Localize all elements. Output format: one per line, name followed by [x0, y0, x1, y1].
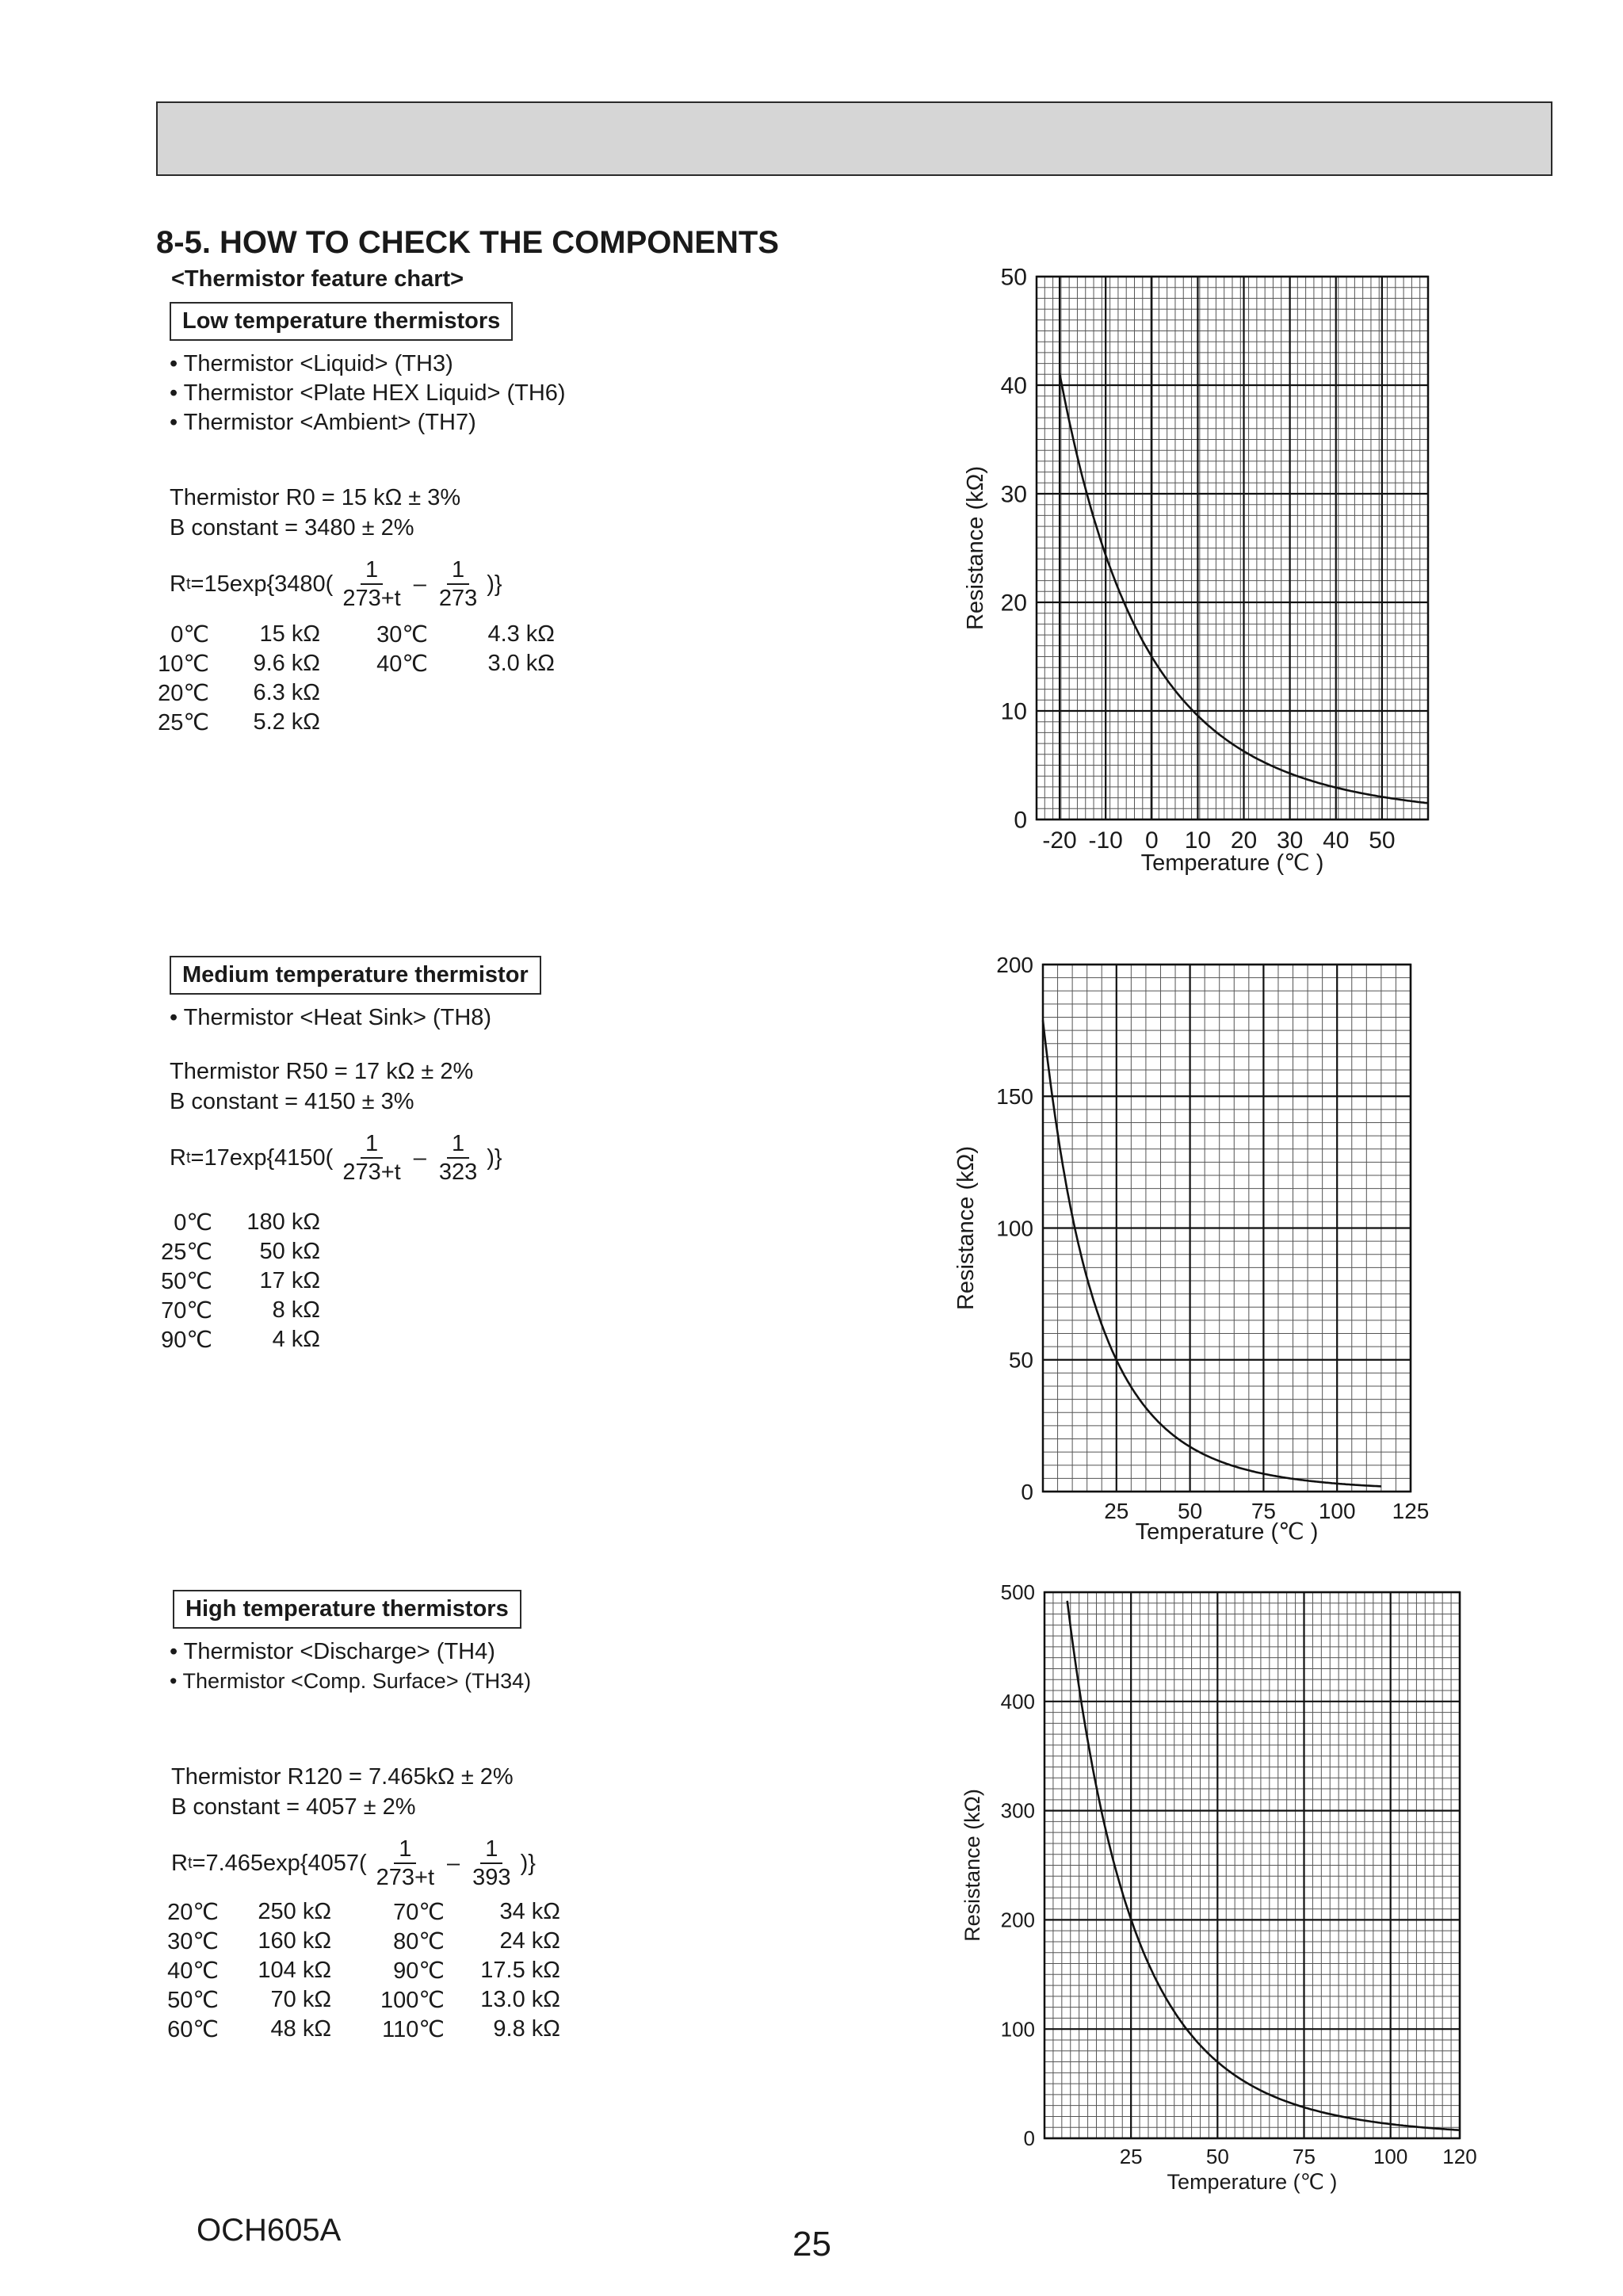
temperature-cell: 70℃: [393, 1900, 445, 1925]
fraction-numerator: 1: [361, 1130, 383, 1159]
formula-lhs: R: [171, 1850, 188, 1876]
x-tick-label: 120: [1442, 2145, 1477, 2168]
y-tick-label: 30: [1000, 481, 1027, 508]
fraction-numerator: 1: [447, 556, 469, 585]
resistance-cell: 5.2 kΩ: [253, 709, 320, 735]
x-tick-label: 25: [1104, 1499, 1129, 1523]
x-tick-label: 75: [1293, 2145, 1316, 2168]
y-axis-label: Resistance (kΩ): [953, 1145, 979, 1311]
formula-suffix: )}: [487, 1144, 502, 1171]
temperature-cell: 10℃: [158, 651, 209, 677]
formula-minus: –: [413, 571, 426, 597]
temperature-cell: 50℃: [161, 1269, 212, 1294]
resistance-cell: 8 kΩ: [272, 1297, 320, 1323]
y-tick-label: 0: [1014, 807, 1027, 834]
fraction-denominator: 323: [438, 1159, 478, 1185]
resistance-cell: 17.5 kΩ: [480, 1958, 560, 1983]
x-tick-label: 75: [1251, 1499, 1276, 1523]
resistance-cell: 4 kΩ: [272, 1327, 320, 1352]
formula-subscript: t: [185, 1148, 191, 1167]
fraction-denominator: 273+t: [342, 1159, 401, 1185]
fraction-denominator: 393: [472, 1865, 511, 1890]
y-tick-label: 100: [1000, 2017, 1035, 2042]
resistance-cell: 9.6 kΩ: [253, 651, 320, 676]
high-temp-chart: [960, 1580, 1477, 2194]
medium-b-constant: B constant = 4150 ± 3%: [170, 1089, 414, 1114]
temperature-cell: 90℃: [393, 1958, 445, 1984]
resistance-cell: 17 kΩ: [259, 1268, 320, 1293]
list-item: • Thermistor <Ambient> (TH7): [170, 410, 476, 435]
formula-lhs: R: [170, 571, 186, 597]
temperature-cell: 25℃: [161, 1240, 212, 1265]
x-tick-label: 25: [1119, 2145, 1143, 2168]
section-title: 8-5. HOW TO CHECK THE COMPONENTS: [156, 225, 779, 260]
temperature-cell: 80℃: [393, 1929, 445, 1954]
resistance-cell: 3.0 kΩ: [487, 651, 555, 676]
x-tick-label: 100: [1373, 2145, 1408, 2168]
resistance-cell: 15 kΩ: [259, 621, 320, 647]
y-tick-label: 0: [1021, 1479, 1033, 1504]
y-tick-label: 50: [1000, 264, 1027, 291]
y-tick-label: 200: [996, 952, 1033, 977]
temperature-cell: 20℃: [158, 681, 209, 706]
formula-prefix: =7.465exp{4057(: [192, 1850, 367, 1876]
list-item: • Thermistor <Discharge> (TH4): [170, 1639, 495, 1664]
high-r-value: Thermistor R120 = 7.465kΩ ± 2%: [171, 1764, 514, 1790]
fraction-denominator: 273: [438, 586, 478, 611]
medium-temp-chart: [953, 953, 1429, 1545]
temperature-cell: 20℃: [167, 1900, 219, 1925]
formula-prefix: =15exp{3480(: [190, 571, 334, 597]
x-axis-label: Temperature (℃ ): [1135, 1519, 1319, 1545]
x-tick-label: 50: [1205, 2145, 1229, 2168]
low-temp-chart: [963, 265, 1428, 877]
y-tick-label: 10: [1000, 698, 1027, 725]
low-temp-box-label: Low temperature thermistors: [170, 302, 513, 341]
temperature-cell: 40℃: [376, 651, 428, 677]
y-tick-label: 300: [1000, 1798, 1035, 1823]
temperature-cell: 60℃: [167, 2017, 219, 2042]
medium-r-value: Thermistor R50 = 17 kΩ ± 2%: [170, 1059, 474, 1084]
y-tick-label: 100: [996, 1216, 1033, 1241]
fraction-numerator: 1: [394, 1836, 416, 1864]
list-item: • Thermistor <Liquid> (TH3): [170, 351, 453, 376]
x-axis-label: Temperature (℃ ): [1140, 850, 1324, 876]
temperature-cell: 100℃: [380, 1988, 445, 2013]
x-tick-label: 20: [1230, 827, 1258, 854]
x-axis-label: Temperature (℃ ): [1167, 2170, 1338, 2194]
temperature-cell: 110℃: [382, 2017, 445, 2042]
fraction-denominator: 273+t: [376, 1865, 435, 1890]
y-tick-label: 500: [1000, 1580, 1035, 1605]
temperature-cell: 50℃: [167, 1988, 219, 2013]
x-tick-label: -20: [1042, 827, 1077, 854]
temperature-cell: 0℃: [170, 622, 209, 648]
low-b-constant: B constant = 3480 ± 2%: [170, 515, 414, 541]
temperature-cell: 25℃: [158, 710, 209, 735]
temperature-cell: 90℃: [161, 1328, 212, 1353]
list-item: • Thermistor <Plate HEX Liquid> (TH6): [170, 380, 566, 406]
y-axis-label: Resistance (kΩ): [963, 465, 988, 631]
formula-subscript: t: [185, 575, 191, 593]
list-item: • Thermistor <Heat Sink> (TH8): [170, 1005, 492, 1030]
x-tick-label: 0: [1144, 827, 1159, 854]
x-tick-label: -10: [1088, 827, 1123, 854]
footer-model-number: OCH605A: [197, 2213, 342, 2248]
formula-suffix: )}: [487, 571, 502, 597]
y-tick-label: 400: [1000, 1689, 1035, 1713]
x-tick-label: 10: [1184, 827, 1212, 854]
formula-suffix: )}: [520, 1850, 536, 1876]
low-r-value: Thermistor R0 = 15 kΩ ± 3%: [170, 485, 461, 510]
resistance-cell: 24 kΩ: [499, 1928, 560, 1954]
formula-subscript: t: [187, 1854, 193, 1872]
high-b-constant: B constant = 4057 ± 2%: [171, 1794, 416, 1820]
y-axis-label: Resistance (kΩ): [960, 1789, 984, 1942]
x-tick-label: 100: [1318, 1499, 1356, 1523]
y-tick-label: 200: [1000, 1908, 1035, 1932]
resistance-cell: 4.3 kΩ: [487, 621, 555, 647]
page-number: 25: [792, 2225, 831, 2264]
formula-prefix: =17exp{4150(: [190, 1144, 334, 1171]
y-tick-label: 50: [1008, 1347, 1033, 1373]
formula-minus: –: [413, 1144, 426, 1171]
fraction-numerator: 1: [480, 1836, 502, 1864]
resistance-cell: 6.3 kΩ: [253, 680, 320, 705]
resistance-cell: 180 kΩ: [246, 1209, 320, 1235]
temperature-cell: 0℃: [174, 1210, 212, 1236]
fraction-numerator: 1: [361, 556, 383, 585]
resistance-cell: 250 kΩ: [258, 1899, 331, 1924]
chart-heading: <Thermistor feature chart>: [171, 266, 464, 292]
resistance-cell: 48 kΩ: [270, 2016, 331, 2042]
resistance-cell: 104 kΩ: [258, 1958, 331, 1983]
high-temp-box-label: High temperature thermistors: [173, 1590, 521, 1629]
medium-temp-box-label: Medium temperature thermistor: [170, 956, 541, 995]
fraction-denominator: 273+t: [342, 586, 401, 611]
y-tick-label: 0: [1023, 2126, 1035, 2151]
resistance-cell: 13.0 kΩ: [480, 1987, 560, 2012]
resistance-cell: 34 kΩ: [499, 1899, 560, 1924]
formula-minus: –: [447, 1850, 460, 1876]
x-tick-label: 40: [1323, 827, 1350, 854]
temperature-cell: 70℃: [161, 1298, 212, 1324]
x-tick-label: 125: [1392, 1499, 1430, 1523]
x-tick-label: 50: [1178, 1499, 1203, 1523]
list-item: • Thermistor <Comp. Surface> (TH34): [170, 1669, 532, 1693]
temperature-cell: 30℃: [167, 1929, 219, 1954]
fraction-numerator: 1: [447, 1130, 469, 1159]
resistance-curve: [1043, 1020, 1381, 1486]
y-tick-label: 150: [996, 1084, 1033, 1110]
y-tick-label: 20: [1000, 590, 1027, 617]
resistance-cell: 70 kΩ: [270, 1987, 331, 2012]
temperature-cell: 30℃: [376, 622, 428, 648]
x-tick-label: 30: [1276, 827, 1304, 854]
resistance-cell: 50 kΩ: [259, 1239, 320, 1264]
x-tick-label: 50: [1369, 827, 1396, 854]
formula-lhs: R: [170, 1144, 186, 1171]
temperature-cell: 40℃: [167, 1958, 219, 1984]
y-tick-label: 40: [1000, 372, 1027, 399]
resistance-cell: 9.8 kΩ: [493, 2016, 560, 2042]
resistance-cell: 160 kΩ: [258, 1928, 331, 1954]
